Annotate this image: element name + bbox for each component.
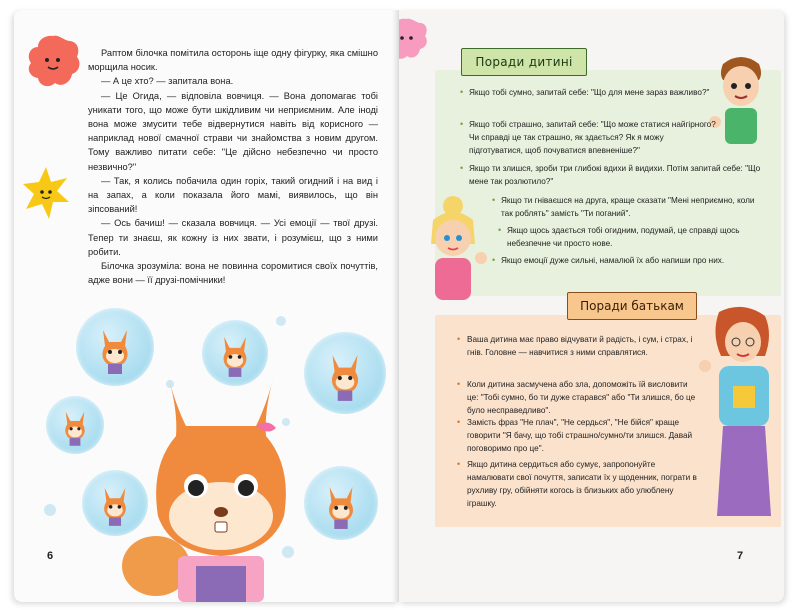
kids-tip-text: Якщо тобі страшно, запитай себе: "Що може статися найгірного? Чи справді це так страшно, як здається? Як я можу підготуватися, щоб почуватися впевненіше?" xyxy=(469,120,716,155)
squirrel-icon xyxy=(320,483,362,531)
kids-tip-item xyxy=(460,162,769,188)
bullet-icon: • xyxy=(457,459,461,469)
big-squirrel-illustration xyxy=(116,366,326,602)
page-number: 7 xyxy=(737,550,744,562)
parents-tip-item xyxy=(457,333,699,359)
kids-tip-text: Якщо тобі сумно, запитай себе: "Що для мене зараз важливо?" xyxy=(469,88,710,97)
story-paragraph: — А це хто? — запитала вона. xyxy=(101,76,234,87)
story-paragraph: — Ось бачиш! — сказала вовчиця. — Усі емоції — твої друзі. Тепер ти знаєш, як кожну із них звати, і розумієш, що з ними робити. xyxy=(88,218,378,257)
bullet-icon: • xyxy=(457,334,461,344)
bullet-icon: • xyxy=(498,225,502,235)
kids-tip-item xyxy=(492,254,763,267)
kids-tip-item xyxy=(498,224,763,250)
boy-illustration xyxy=(709,50,775,146)
bullet-icon: • xyxy=(460,163,464,173)
bullet-icon: • xyxy=(460,119,464,129)
kids-tip-text: Якщо ти злишся, зроби три глибокі вдихи й видихи. Потім запитай себе: "Що мене так розлютило?" xyxy=(469,164,761,186)
kids-tip-item xyxy=(460,86,717,99)
parents-tip-text: Ваша дитина має право відчувати й радість, і сум, і страх, і гнів. Головне — навчитися з ними справлятися. xyxy=(467,335,693,357)
bullet-icon: • xyxy=(492,255,496,265)
bubble-dot xyxy=(44,504,56,516)
bullet-icon: • xyxy=(460,87,464,97)
story-paragraph: — Це Огида, — відповіла вовчиця. — Вона допомагає тобі уникати того, що може бути шкідливим чи неприємним. Але іноді вона може змусити тебе відвернутися навіть від корисного — наприклад нової смачної страви чи знайомства з новим другом. Тому важливо питати себе: "Це дійсно небезпечно чи просто незвично?" xyxy=(88,90,378,172)
kids-tip-text: Якщо емоції дуже сильні, намалюй їх або напиши про них. xyxy=(501,256,725,265)
yellow-star-character-icon xyxy=(20,164,72,222)
bullet-icon: • xyxy=(457,379,461,389)
bubble-dot xyxy=(276,316,286,326)
kids-tip-text: Якщо ти гніваєшся на друга, краще сказати "Мені неприємно, коли так роблять" замість "Ти поганий". xyxy=(501,196,755,218)
teacher-illustration xyxy=(699,304,783,540)
parents-tips-title: Поради батькам xyxy=(567,292,697,320)
story-paragraph: — Так, я колись побачила один горіх, такий огидний і на вид і на запах, а коли показала його мамі, виявилось, що він зіпсований! xyxy=(88,175,378,215)
left-page xyxy=(14,10,399,602)
open-book xyxy=(14,10,784,602)
squirrel-icon xyxy=(322,351,368,403)
parents-tip-item xyxy=(457,378,699,417)
bullet-icon: • xyxy=(457,417,461,427)
parents-tip-text: Замість фраз "Не плач", "Не сердься", "Не бійся" краще говорити "Я бачу, що тобі страшно/сумно/ти злишся. Давай поговоримо про це". xyxy=(467,418,693,453)
parents-tip-text: Коли дитина засмучена або зла, допоможіть їй висловити це: "Тобі сумно, бо ти дуже старався" або "Ти злишся, бо це було несправедливо". xyxy=(467,380,696,415)
kids-tip-text: Якщо щось здається тобі огидним, подумай, це справді щось небезпечне чи просто нове. xyxy=(507,226,740,248)
red-blob-character-icon xyxy=(24,32,82,90)
story-paragraph: Раптом білочка помітила осторонь іще одну фігурку, яка смішно морщила носик. xyxy=(88,48,378,73)
bullet-icon: • xyxy=(492,195,496,205)
girl-illustration xyxy=(423,194,489,304)
page-number: 6 xyxy=(47,550,54,562)
parents-tip-item xyxy=(457,416,699,455)
parents-tip-item xyxy=(457,458,699,510)
kids-tip-item xyxy=(492,194,763,220)
story-text xyxy=(88,46,378,287)
kids-tip-item xyxy=(460,118,717,157)
story-paragraph: Білочка зрозуміла: вона не повинна соромитися своїх почуттів, адже вони — її друзі-помічники! xyxy=(88,261,378,286)
squirrel-bubble xyxy=(46,396,104,454)
right-page xyxy=(399,10,784,602)
parents-tip-text: Якщо дитина сердиться або сумує, запропонуйте намалювати свої почуття, записати їх у щоденник, пограти в рухливу гру, обійняти когось із близьких або улюблену іграшку. xyxy=(467,460,697,508)
pink-blob-character-icon xyxy=(399,16,429,62)
squirrel-icon xyxy=(58,408,92,448)
kids-tips-title: Поради дитині xyxy=(461,48,587,76)
